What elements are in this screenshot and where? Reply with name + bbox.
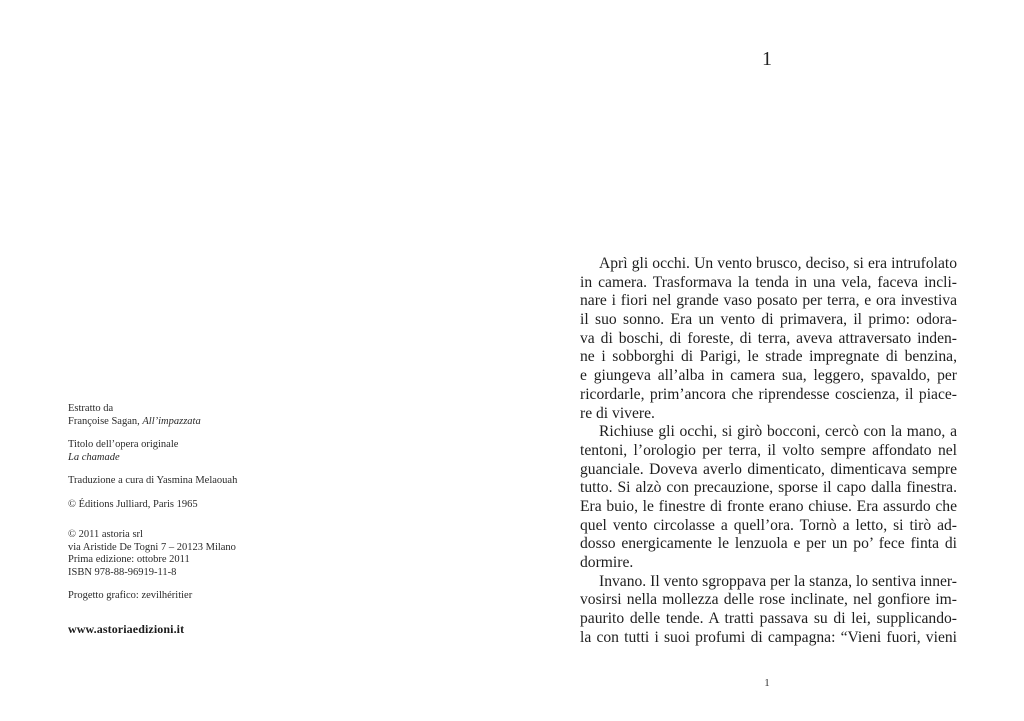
text-line: re di vivere.	[580, 404, 655, 422]
publisher-block	[68, 529, 328, 579]
text-line: la con tutti i suoi profumi di campagna: “Vieni fuori, vieni	[580, 628, 957, 646]
text-line: paurito delle tende. A tratti passava su di lei, supplicando-	[580, 610, 957, 628]
extract-label: Estratto da	[68, 403, 114, 414]
graphic-design-credit: Progetto grafico: zevilhéritier	[68, 590, 193, 601]
text-line: va di boschi, di foreste, di terra, aveva attraversato inden-	[580, 329, 957, 347]
original-title-block	[68, 439, 328, 464]
text-line: in camera. Trasformava la tenda in una vela, faceva incli-	[580, 273, 957, 291]
first-edition: Prima edizione: ottobre 2011	[68, 554, 190, 565]
chapter-number: 1	[762, 48, 772, 70]
text-line: tutto. Si alzò con precauzione, sporse il capo dalla finestra.	[580, 479, 957, 497]
translation-block	[68, 475, 328, 488]
original-title-label: Titolo dell’opera originale	[68, 439, 179, 450]
page-number: 1	[764, 677, 770, 689]
text-line: Era buio, le finestre di fronte erano chiuse. Era assurdo che	[580, 497, 957, 515]
text-line: ricordarle, prim’ancora che riprendesse coscienza, il piace-	[580, 385, 957, 403]
text-line: vosirsi nella mollezza delle rose inclinate, nel gonfiore im-	[580, 591, 957, 609]
author-name: Françoise Sagan,	[68, 415, 143, 427]
original-title: La chamade	[68, 451, 120, 463]
source-block	[68, 403, 328, 428]
original-copyright-block	[68, 499, 328, 512]
text-line: dosso energicamente le lenzuola e per un po’ fece finta di	[580, 535, 957, 553]
text-line: Aprì gli occhi. Un vento brusco, deciso, si era intrufolato	[599, 255, 957, 272]
text-line: ne i sobborghi di Parigi, le strade impregnate di benzina,	[580, 348, 957, 366]
publisher-copyright: © 2011 astoria srl	[68, 529, 143, 540]
text-line: e giungeva all’alba in camera sua, leggero, spavaldo, per	[580, 367, 957, 385]
text-line: guanciale. Doveva averlo dimenticato, dimenticava sempre	[580, 460, 957, 478]
colophon	[68, 403, 328, 635]
text-line: il suo sonno. Era un vento di primavera, il primo: odora-	[580, 311, 957, 329]
original-copyright: © Éditions Julliard, Paris 1965	[68, 498, 198, 510]
isbn: ISBN 978-88-96919-11-8	[68, 566, 177, 578]
design-block	[68, 590, 328, 603]
translation-credit: Traduzione a cura di Yasmina Melaouah	[68, 475, 238, 486]
text-line: Richiuse gli occhi, si girò bocconi, cercò con la mano, a	[599, 423, 957, 441]
publisher-address: via Aristide De Togni 7 – 20123 Milano	[68, 541, 236, 553]
text-line: quel vento circolasse a quell’ora. Tornò a letto, si tirò ad-	[580, 516, 957, 534]
text-line: dormire.	[580, 554, 634, 571]
text-line: nare i fiori nel grande vaso posato per terra, e ora investiva	[580, 292, 957, 310]
text-line: Invano. Il vento sgroppava per la stanza, lo sentiva inner-	[599, 572, 957, 590]
text-line: tentoni, l’orologio per terra, il volto sempre affondato nel	[580, 441, 957, 459]
book-title: All’impazzata	[142, 415, 201, 427]
author-line	[68, 416, 328, 429]
publisher-website: www.astoriaedizioni.it	[68, 621, 185, 636]
chapter-text	[580, 255, 957, 647]
